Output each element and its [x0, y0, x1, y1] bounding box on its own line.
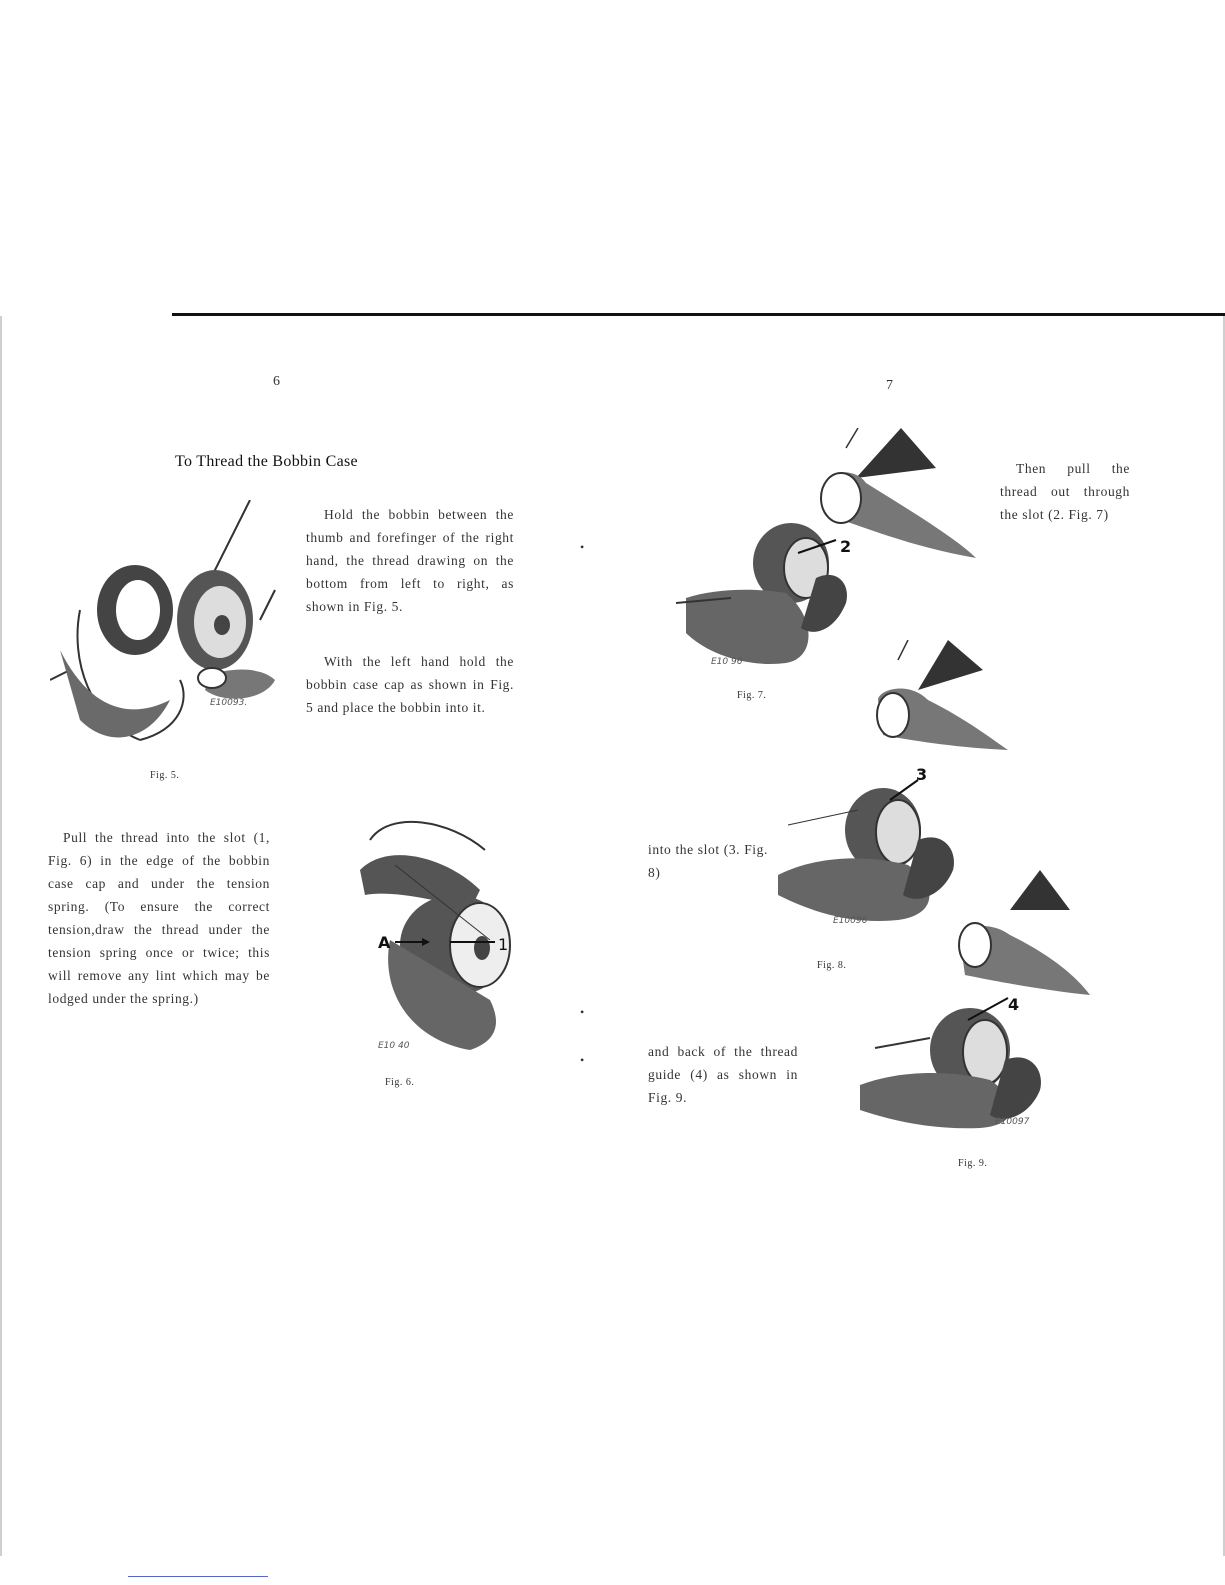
paragraph-2: With the left hand hold the bobbin case cap as shown in Fig. 5 and place the bobbin into it. [306, 654, 514, 715]
top-rule [172, 313, 1225, 316]
paragraph-hold-bobbin [306, 503, 514, 618]
fig7-illustration [676, 428, 976, 668]
text-3: and back of the thread guide (4) as shown in Fig. 9. [648, 1044, 798, 1105]
fig6-illustration [350, 800, 520, 1060]
left-edge-line [0, 316, 2, 1556]
fig9-callout: 4 [1008, 995, 1020, 1014]
page-number-left: 6 [273, 374, 280, 389]
page-number-right: 7 [886, 378, 893, 393]
fig6-caption: Fig. 6. [385, 1077, 415, 1088]
fig8-callout: 3 [916, 765, 928, 784]
paragraph-1: Hold the bobbin between the thumb and forefinger of the right hand, the thread drawing on the bottom from left to right, as shown in Fig. 5. [306, 507, 514, 614]
bottom-underline [128, 1576, 268, 1577]
text-1: Then pull the thread out through the slot (2. Fig. 7) [1000, 461, 1130, 522]
fig5-caption: Fig. 5. [150, 770, 180, 781]
fig6-code: E10 40 [378, 1041, 410, 1051]
text-and-back [648, 1040, 798, 1109]
fig5-illustration [50, 500, 280, 750]
fig5-code: E10093. [210, 698, 248, 708]
paragraph-pull-thread [48, 826, 270, 1010]
fig7-code: E10 96 [711, 657, 743, 667]
paragraph-3: Pull the thread into the slot (1, Fig. 6) in the edge of the bobbin case cap and under the tension spring. (To ensure the correct tension,draw the thread under the tension spring once or twice; this will remove any lint which may be lodged under the spring.) [48, 830, 270, 1006]
text-2: into the slot (3. Fig. 8) [648, 842, 768, 880]
gutter-mark: • [580, 1053, 585, 1067]
gutter-mark: • [580, 1005, 585, 1019]
text-into-slot [648, 838, 768, 884]
gutter-mark: • [580, 540, 585, 554]
fig6-label-a: A [378, 933, 391, 952]
fig9-code: E10097 [995, 1117, 1030, 1127]
fig7-caption: Fig. 7. [737, 690, 767, 701]
fig9-caption: Fig. 9. [958, 1158, 988, 1169]
paragraph-left-hand [306, 650, 514, 719]
text-then-pull [1000, 457, 1130, 526]
fig9-illustration [860, 870, 1092, 1130]
fig6-label-1: 1 [498, 935, 509, 954]
section-heading: To Thread the Bobbin Case [175, 453, 358, 470]
fig8-caption: Fig. 8. [817, 960, 847, 971]
fig8-code: E10096 [833, 916, 868, 926]
fig7-callout: 2 [840, 537, 852, 556]
